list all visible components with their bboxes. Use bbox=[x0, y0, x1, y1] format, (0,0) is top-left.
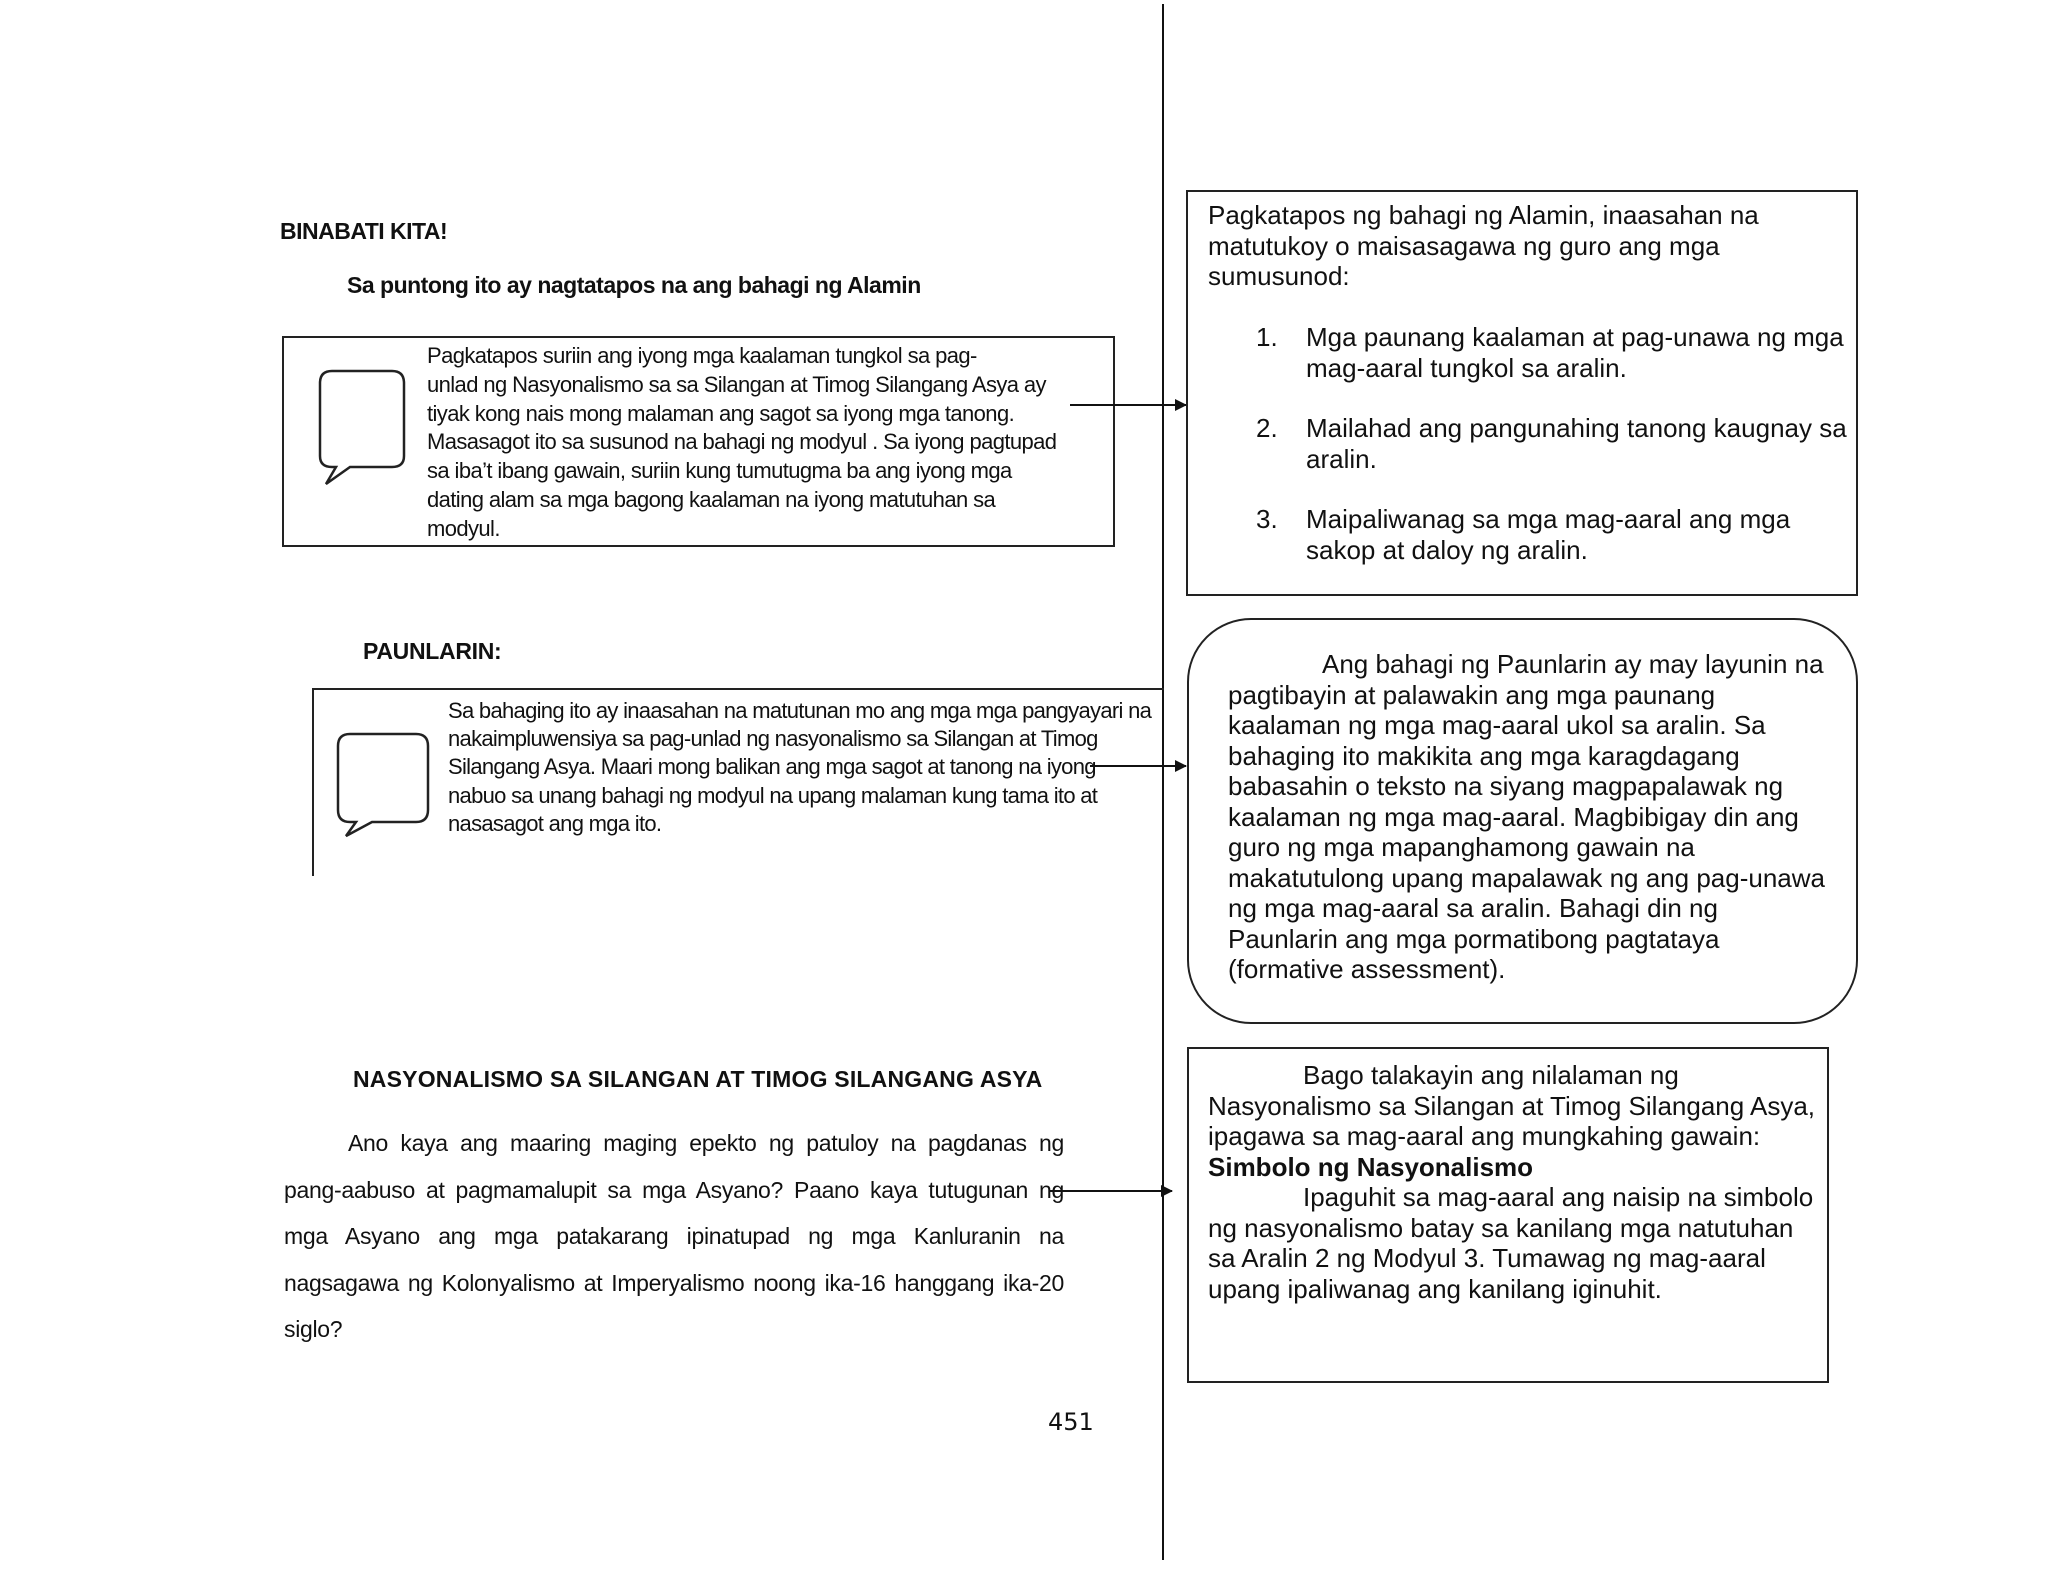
list-item-text: Mailahad ang pangunahing tanong kaugnay sa aralin. bbox=[1306, 413, 1847, 474]
alamin-end-subheading: Sa puntong ito ay nagtatapos na ang bahagi ng Alamin bbox=[347, 272, 921, 298]
paunlarin-intro-line: Sa bahaging ito ay inaasahan na matutunan mo ang mga mga pangyayari na bbox=[448, 698, 1152, 723]
alamin-summary-line: Masasagot ito sa susunod na bahagi ng modyul . Sa iyong pagtupad bbox=[427, 429, 1057, 455]
simbolo-activity-text bbox=[1208, 1060, 1818, 1304]
simbolo-activity-title: Simbolo ng Nasyonalismo bbox=[1208, 1151, 1534, 1182]
paunlarin-intro-line: nakaimpluwensiya sa pag-unlad ng nasyonalismo sa Silangan at Timog bbox=[448, 726, 1098, 752]
nasyonalismo-paragraph-text: Ano kaya ang maaring maging epekto ng patuloy na pagdanas ng pang-aabuso at pagmamalupit sa mga Asyano? Paano kaya tutugunan ng mga Asyano ang mga patakarang ipinatupad ng mga Kanluranin na nagsagawa ng Kolonyalismo at Imperyalismo noong ika-16 hanggang ika-20 siglo? bbox=[284, 1130, 1064, 1342]
list-item-number: 1. bbox=[1256, 322, 1278, 352]
list-item bbox=[1208, 322, 1848, 383]
list-item-text: Mga paunang kaalaman at pag-unawa ng mga mag-aaral tungkol sa aralin. bbox=[1306, 322, 1844, 383]
alamin-summary-line: tiyak kong nais mong malaman ang sagot sa iyong mga tanong. bbox=[427, 400, 1015, 426]
alamin-summary-line: modyul. bbox=[427, 515, 500, 541]
paunlarin-heading: PAUNLARIN: bbox=[363, 638, 502, 664]
alamin-summary-line: unlad ng Nasyonalismo sa sa Silangan at Timog Silangang Asya ay bbox=[427, 371, 1046, 397]
simbolo-activity-body-text: Ipaguhit sa mag-aaral ang naisip na simbolo ng nasyonalismo batay sa kanilang mga natutuhan sa Aralin 2 ng Modyul 3. Tumawag ng mag-aaral upang ipaliwanag ang kanilang iginuhit. bbox=[1208, 1182, 1814, 1304]
list-item bbox=[1208, 504, 1848, 565]
greeting-heading: BINABATI KITA! bbox=[280, 218, 448, 244]
paunlarin-teacher-note bbox=[1228, 649, 1828, 985]
paunlarin-intro-line: nasasagot ang mga ito. bbox=[448, 810, 662, 836]
paunlarin-intro-line: Silangang Asya. Maari mong balikan ang mga sagot at tanong na iyong bbox=[448, 754, 1096, 780]
list-item bbox=[1208, 413, 1848, 474]
alamin-summary-line: dating alam sa mga bagong kaalaman na iyong matutuhan sa bbox=[427, 486, 996, 512]
nasyonalismo-heading: NASYONALISMO SA SILANGAN AT TIMOG SILANGANG ASYA bbox=[353, 1066, 1043, 1092]
alamin-summary-line: sa iba’t ibang gawain, suriin kung tumutugma ba ang iyong mga bbox=[427, 458, 1012, 484]
simbolo-activity-intro bbox=[1208, 1060, 1818, 1152]
alamin-objectives-list bbox=[1208, 322, 1848, 595]
alamin-summary-line: Pagkatapos suriin ang iyong mga kaalaman tungkol sa pag- bbox=[427, 343, 977, 368]
list-item-number: 2. bbox=[1256, 413, 1278, 443]
list-item-text: Maipaliwanag sa mga mag-aaral ang mga sakop at daloy ng aralin. bbox=[1306, 504, 1791, 565]
list-item-number: 3. bbox=[1256, 504, 1278, 534]
paunlarin-teacher-note-text: Ang bahagi ng Paunlarin ay may layunin na pagtibayin at palawakin ang mga paunang kaalaman ng mga mag-aaral ukol sa aralin. Sa bahaging ito makikita ang mga karagdagang babasahin o teksto na siyang magpapalawak ng kaalaman ng mga mag-aaral. Magbibigay din ang guro ng mga mapanghamong gawain na makatutulong upang mapalawak ng ang pag-unawa ng mga mag-aaral sa aralin. Bahagi din ng Paunlarin ang mga pormatibong pagtataya (formative assessment). bbox=[1228, 649, 1825, 984]
simbolo-activity-body bbox=[1208, 1182, 1818, 1304]
simbolo-activity-intro-text: Bago talakayin ang nilalaman ng Nasyonalismo sa Silangan at Timog Silangang Asya, ipagawa sa mag-aaral ang mungkahing gawain: bbox=[1208, 1060, 1816, 1151]
alamin-teacher-note-intro: Pagkatapos ng bahagi ng Alamin, inaasahan na matutukoy o maisasagawa ng guro ang mga sumusunod: bbox=[1208, 200, 1759, 291]
paunlarin-intro-line: nabuo sa unang bahagi ng modyul na upang malaman kung tama ito at bbox=[448, 782, 1098, 808]
page-number: 451 bbox=[1048, 1408, 1094, 1436]
